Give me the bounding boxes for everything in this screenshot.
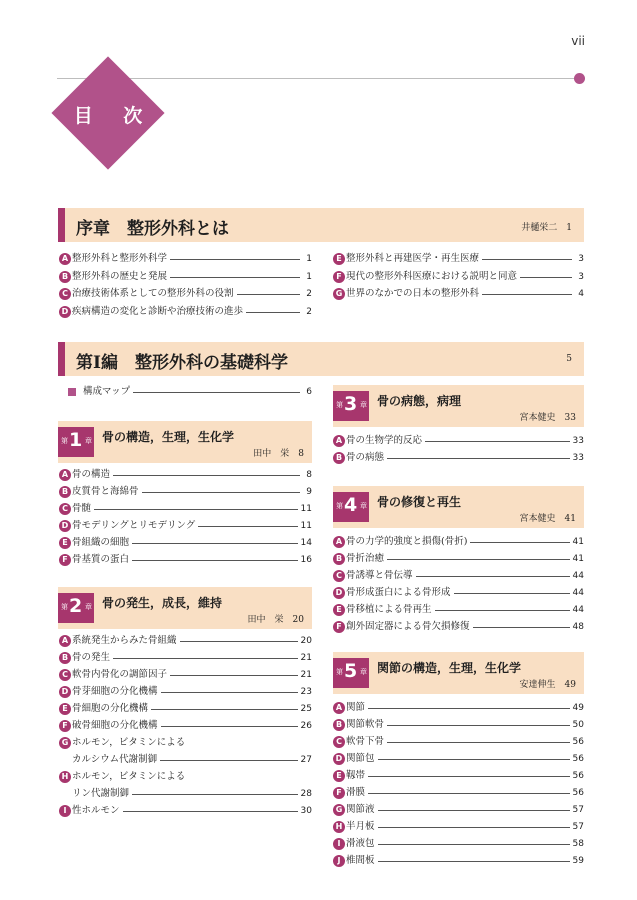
label-circle-icon: G <box>333 804 345 816</box>
entry-page: 9 <box>303 484 312 500</box>
chapter-author-page <box>520 511 576 524</box>
toc-entry[interactable] <box>333 251 584 267</box>
chapter-title: 骨の修復と再生 <box>377 495 462 509</box>
badge-suffix: 章 <box>360 401 367 409</box>
entry-text-continued: カルシウム代謝制御 <box>72 752 160 768</box>
chapter-number: 5 <box>344 660 358 682</box>
chapter-title: 骨の病態，病理 <box>377 394 462 408</box>
entry-text: 椎間板 <box>346 853 378 869</box>
label-circle-icon: B <box>333 719 345 731</box>
toc-entry[interactable] <box>59 803 312 819</box>
toc-entry[interactable] <box>59 667 312 683</box>
entry-text: 骨誘導と骨伝導 <box>346 568 416 584</box>
entry-text: 骨細胞の分化機構 <box>72 701 151 717</box>
entry-page: 2 <box>303 304 312 320</box>
entry-page: 21 <box>298 650 312 666</box>
label-circle-icon: G <box>333 288 345 300</box>
toc-entry[interactable] <box>59 484 312 500</box>
toc-entry[interactable] <box>59 633 312 649</box>
entry-page: 56 <box>570 785 584 801</box>
badge-suffix: 章 <box>85 437 92 445</box>
label-circle-icon: E <box>333 253 345 265</box>
toc-entry[interactable] <box>59 650 312 666</box>
leader-dots <box>347 844 572 845</box>
label-circle-icon: B <box>333 553 345 565</box>
chapter-author-page <box>520 677 576 690</box>
chapter-author-page <box>520 410 576 423</box>
entry-page: 25 <box>298 701 312 717</box>
toc-entry[interactable] <box>333 602 584 618</box>
chapter-number: 1 <box>69 429 83 451</box>
entry-text: 靱帯 <box>346 768 368 784</box>
leader-dots <box>73 509 300 510</box>
contents-title: 目 次 <box>73 105 155 127</box>
label-circle-icon: C <box>333 736 345 748</box>
entry-text: 骨形成蛋白による骨形成 <box>346 585 454 601</box>
entry-text: ホルモン，ビタミンによる <box>72 769 188 785</box>
chapter-author-page <box>253 446 304 459</box>
prologue-author-page <box>521 220 572 233</box>
toc-entry[interactable] <box>59 467 312 483</box>
toc-entry[interactable] <box>59 269 312 285</box>
toc-entry[interactable] <box>333 768 584 784</box>
toc-entry-continued[interactable] <box>59 752 312 768</box>
label-circle-icon: B <box>333 452 345 464</box>
entry-page: 44 <box>570 602 584 618</box>
entry-text: 半月板 <box>346 819 378 835</box>
entry-page: 57 <box>570 802 584 818</box>
toc-entry[interactable] <box>59 535 312 551</box>
toc-entry[interactable] <box>333 286 584 302</box>
entry-page: 20 <box>298 633 312 649</box>
toc-entry[interactable] <box>333 717 584 733</box>
entry-text: 関節液 <box>346 802 378 818</box>
entry-page: 21 <box>298 667 312 683</box>
toc-entry[interactable] <box>333 700 584 716</box>
entry-text: 関節包 <box>346 751 378 767</box>
entry-page: 3 <box>575 251 584 267</box>
label-circle-icon: C <box>333 570 345 582</box>
entry-page: 14 <box>298 535 312 551</box>
leader-dots <box>347 810 572 811</box>
chapter-number: 3 <box>344 393 358 415</box>
entry-text: 治療技術体系としての整形外科の役割 <box>72 286 237 302</box>
chapter-2-header <box>58 587 312 629</box>
label-circle-icon: D <box>59 306 71 318</box>
toc-entry[interactable] <box>333 734 584 750</box>
entry-text: 系統発生からみた骨組織 <box>72 633 180 649</box>
entry-text: 骨モデリングとリモデリング <box>72 518 198 534</box>
prologue-page: 1 <box>566 223 572 233</box>
label-circle-icon: F <box>333 271 345 283</box>
label-circle-icon: D <box>333 753 345 765</box>
leader-dots <box>347 861 572 862</box>
badge-suffix: 章 <box>360 668 367 676</box>
badge-suffix: 章 <box>360 502 367 510</box>
toc-entry[interactable] <box>59 701 312 717</box>
entry-text: 骨髄 <box>72 501 94 517</box>
label-circle-icon: C <box>59 669 71 681</box>
label-circle-icon: A <box>59 635 71 647</box>
entry-page: 1 <box>303 269 312 285</box>
badge-suffix: 章 <box>85 603 92 611</box>
label-circle-icon: D <box>59 686 71 698</box>
toc-entry[interactable] <box>59 304 312 320</box>
toc-entry[interactable] <box>333 751 584 767</box>
map-page: 6 <box>303 384 312 400</box>
entry-text: 関節 <box>346 700 368 716</box>
chapter-badge <box>58 593 94 623</box>
prologue-title: 序章 整形外科とは <box>76 219 229 239</box>
label-circle-icon: F <box>333 621 345 633</box>
entry-page: 27 <box>298 752 312 768</box>
entry-page: 11 <box>298 501 312 517</box>
toc-entry[interactable] <box>333 568 584 584</box>
entry-page: 16 <box>298 552 312 568</box>
entry-page: 58 <box>570 836 584 852</box>
chapter-title: 関節の構造，生理，生化学 <box>377 661 522 675</box>
prologue-accent <box>58 208 65 242</box>
entry-text: 皮質骨と海綿骨 <box>72 484 142 500</box>
prologue-author: 井樋栄二 <box>521 223 558 233</box>
entry-text: 軟骨下骨 <box>346 734 387 750</box>
label-circle-icon: F <box>333 787 345 799</box>
label-circle-icon: A <box>59 469 71 481</box>
badge-prefix: 第 <box>336 401 343 409</box>
entry-text: 骨移植による骨再生 <box>346 602 435 618</box>
entry-page: 44 <box>570 568 584 584</box>
badge-prefix: 第 <box>61 437 68 445</box>
entry-page: 50 <box>570 717 584 733</box>
chapter-page: 41 <box>564 514 576 524</box>
entry-text-continued: リン代謝制御 <box>72 786 132 802</box>
label-circle-icon: G <box>59 737 71 749</box>
entry-text: 骨の発生 <box>72 650 113 666</box>
chapter-author-page <box>248 612 304 625</box>
label-circle-icon: D <box>59 520 71 532</box>
entry-page: 3 <box>575 269 584 285</box>
toc-entry[interactable] <box>59 552 312 568</box>
toc-entry[interactable] <box>59 769 312 785</box>
entry-page: 33 <box>570 450 584 466</box>
entry-text: 骨の力学的強度と損傷(骨折) <box>346 534 470 550</box>
chapter-author: 宮本健史 <box>519 413 556 423</box>
toc-entry[interactable] <box>59 518 312 534</box>
label-circle-icon: C <box>59 503 71 515</box>
chapter-author: 田中 栄 <box>253 449 290 459</box>
entry-page: 49 <box>570 700 584 716</box>
toc-entry-continued[interactable] <box>59 786 312 802</box>
leader-dots <box>347 793 572 794</box>
entry-text: 世界のなかでの日本の整形外科 <box>346 286 482 302</box>
label-circle-icon: B <box>59 486 71 498</box>
toc-entry[interactable] <box>333 853 584 869</box>
leader-dots <box>347 708 572 709</box>
label-circle-icon: B <box>59 652 71 664</box>
badge-prefix: 第 <box>336 502 343 510</box>
entry-text: 関節軟骨 <box>346 717 387 733</box>
label-circle-icon: H <box>333 821 345 833</box>
toc-entry[interactable] <box>333 585 584 601</box>
map-text: 構成マップ <box>83 384 133 400</box>
label-circle-icon: B <box>59 271 71 283</box>
label-circle-icon: E <box>333 604 345 616</box>
entry-text: 骨の生物学的反応 <box>346 433 425 449</box>
toc-entry[interactable] <box>59 735 312 751</box>
badge-prefix: 第 <box>61 603 68 611</box>
toc-entry[interactable] <box>333 785 584 801</box>
header-dot <box>574 73 585 84</box>
entry-text: 骨芽細胞の分化機構 <box>72 684 161 700</box>
toc-entry[interactable] <box>333 819 584 835</box>
entry-text: 性ホルモン <box>72 803 123 819</box>
entry-text: 骨折治癒 <box>346 551 387 567</box>
entry-page: 28 <box>298 786 312 802</box>
entry-page: 8 <box>303 467 312 483</box>
entry-page: 57 <box>570 819 584 835</box>
entry-page: 11 <box>298 518 312 534</box>
chapter-3-header <box>333 385 584 427</box>
entry-text: 整形外科と整形外科学 <box>72 251 170 267</box>
part1-accent <box>58 342 65 376</box>
entry-text: 骨の構造 <box>72 467 113 483</box>
label-circle-icon: A <box>333 536 345 548</box>
entry-text: 現代の整形外科医療における説明と同意 <box>346 269 520 285</box>
entry-text: 軟骨内骨化の調節因子 <box>72 667 170 683</box>
toc-entry[interactable] <box>333 802 584 818</box>
label-circle-icon: E <box>59 703 71 715</box>
chapter-author: 田中 栄 <box>247 615 284 625</box>
entry-page: 4 <box>575 286 584 302</box>
entry-text: 整形外科の歴史と発展 <box>72 269 170 285</box>
label-circle-icon: I <box>333 838 345 850</box>
label-circle-icon: J <box>333 855 345 867</box>
chapter-4-header <box>333 486 584 528</box>
chapter-page: 8 <box>298 449 304 459</box>
toc-entry[interactable] <box>59 501 312 517</box>
header-rule <box>57 78 577 79</box>
entry-page: 56 <box>570 751 584 767</box>
leader-dots <box>347 776 572 777</box>
entry-page: 1 <box>303 251 312 267</box>
entry-page: 2 <box>303 286 312 302</box>
part1-header <box>58 342 584 376</box>
toc-entry[interactable] <box>333 433 584 449</box>
label-circle-icon: F <box>59 554 71 566</box>
chapter-author: 安達伸生 <box>519 680 556 690</box>
chapter-1-header <box>58 421 312 463</box>
label-circle-icon: E <box>333 770 345 782</box>
entry-page: 59 <box>570 853 584 869</box>
toc-entry[interactable] <box>59 286 312 302</box>
chapter-page: 20 <box>292 615 304 625</box>
entry-page: 41 <box>570 551 584 567</box>
entry-text: 骨基質の蛋白 <box>72 552 132 568</box>
leader-dots <box>347 759 572 760</box>
map-entry[interactable] <box>70 384 312 400</box>
entry-page: 48 <box>570 619 584 635</box>
toc-entry[interactable] <box>333 534 584 550</box>
chapter-badge <box>58 427 94 457</box>
part1-page: 5 <box>566 354 572 364</box>
toc-entry[interactable] <box>333 619 584 635</box>
toc-entry[interactable] <box>333 269 584 285</box>
entry-text: 創外固定器による骨欠損修復 <box>346 619 473 635</box>
entry-text: 骨の病態 <box>346 450 387 466</box>
label-circle-icon: I <box>59 805 71 817</box>
chapter-badge <box>333 658 369 688</box>
chapter-number: 2 <box>69 595 83 617</box>
entry-text: 疾病構造の変化と診断や治療技術の進歩 <box>72 304 246 320</box>
entry-page: 23 <box>298 684 312 700</box>
entry-text: ホルモン，ビタミンによる <box>72 735 188 751</box>
chapter-author: 宮本健史 <box>519 514 556 524</box>
toc-entry[interactable] <box>333 551 584 567</box>
chapter-title: 骨の発生，成長，維持 <box>102 596 223 610</box>
chapter-page: 33 <box>564 413 576 423</box>
chapter-badge <box>333 492 369 522</box>
entry-text: 破骨細胞の分化機構 <box>72 718 161 734</box>
entry-page: 33 <box>570 433 584 449</box>
chapter-number: 4 <box>344 494 358 516</box>
toc-entry[interactable] <box>333 836 584 852</box>
chapter-page: 49 <box>564 680 576 690</box>
label-circle-icon: F <box>59 720 71 732</box>
entry-text: 滑膜 <box>346 785 368 801</box>
label-circle-icon: D <box>333 587 345 599</box>
label-circle-icon: A <box>333 702 345 714</box>
toc-entry[interactable] <box>59 251 312 267</box>
chapter-5-header <box>333 652 584 694</box>
label-circle-icon: E <box>59 537 71 549</box>
page-number: vii <box>571 34 585 48</box>
entry-page: 41 <box>570 534 584 550</box>
label-circle-icon: A <box>59 253 71 265</box>
toc-entry[interactable] <box>59 684 312 700</box>
entry-text: 滑液包 <box>346 836 378 852</box>
entry-text: 骨組織の細胞 <box>72 535 132 551</box>
entry-page: 44 <box>570 585 584 601</box>
label-circle-icon: A <box>333 435 345 447</box>
chapter-badge <box>333 391 369 421</box>
label-circle-icon: H <box>59 771 71 783</box>
toc-entry[interactable] <box>59 718 312 734</box>
toc-entry[interactable] <box>333 450 584 466</box>
entry-text: 整形外科と再建医学・再生医療 <box>346 251 482 267</box>
entry-page: 56 <box>570 768 584 784</box>
part1-title: 第Ⅰ編 整形外科の基礎科学 <box>76 353 288 373</box>
chapter-title: 骨の構造，生理，生化学 <box>102 430 235 444</box>
entry-page: 26 <box>298 718 312 734</box>
leader-dots <box>347 827 572 828</box>
prologue-header <box>58 208 584 242</box>
label-circle-icon: C <box>59 288 71 300</box>
badge-prefix: 第 <box>336 668 343 676</box>
entry-page: 30 <box>298 803 312 819</box>
entry-page: 56 <box>570 734 584 750</box>
